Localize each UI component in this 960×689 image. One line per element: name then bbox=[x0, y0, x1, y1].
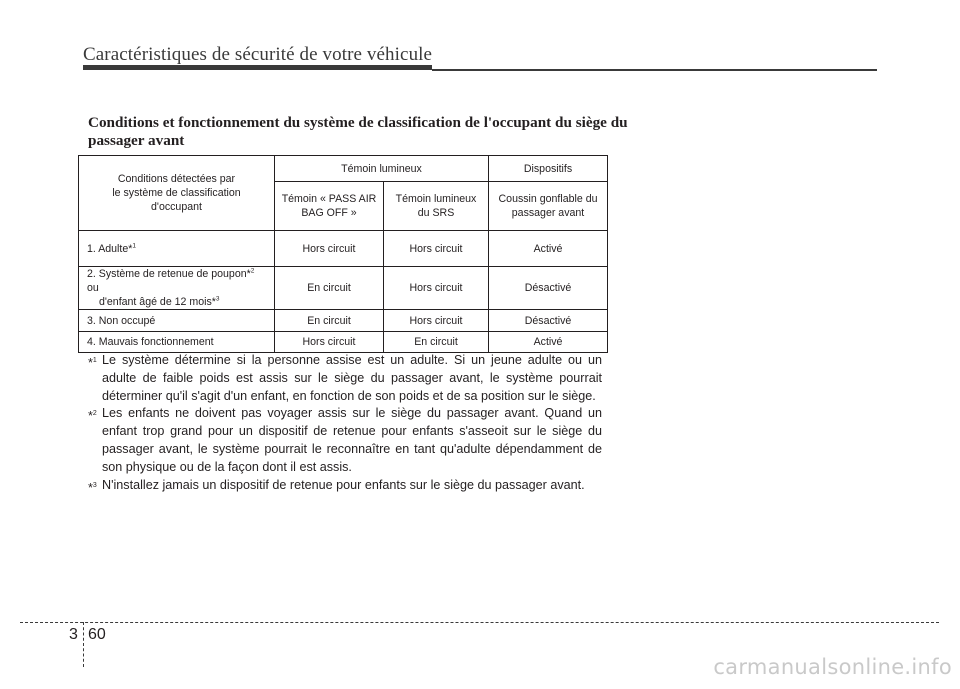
footnote-mark bbox=[88, 405, 102, 426]
section-title: Conditions et fonctionnement du système de classification de l'occupant du siège du passager avant bbox=[88, 114, 628, 149]
footnote-number: 3 bbox=[92, 481, 97, 489]
page-number: 60 bbox=[88, 626, 106, 643]
header-conditions-line: Conditions détectées par bbox=[117, 173, 236, 185]
header-pass-air-bag bbox=[275, 182, 384, 231]
row-condition-text-tail: ou bbox=[87, 282, 99, 294]
footnote bbox=[88, 405, 602, 476]
row-condition-text: 1. Adulte* bbox=[87, 242, 133, 255]
header-indicator-group: Témoin lumineux bbox=[275, 156, 489, 182]
footnote-ref: 1 bbox=[132, 241, 136, 249]
table-row bbox=[79, 267, 608, 310]
footnote bbox=[88, 477, 602, 498]
header-conditions-line: d'occupant bbox=[151, 201, 202, 213]
header-airbag bbox=[489, 182, 608, 231]
header-srs-line: Témoin lumineux bbox=[395, 193, 477, 205]
header-devices-group: Dispositifs bbox=[489, 156, 608, 182]
footnote-asterisk: * bbox=[88, 480, 93, 495]
footnote-text: Les enfants ne doivent pas voyager assis sur le siège du passager avant. Quand un enfant trop grand pour un dispositif de retenue pour enfants s'asseoit sur le siège du passager avant, le système pourrait le reconnaître en tant qu'adulte dépendamment de son physique ou de la façon dont il est assis. bbox=[102, 406, 602, 474]
row-srs-status: Hors circuit bbox=[384, 231, 489, 267]
footnotes bbox=[88, 352, 602, 498]
footnote-mark bbox=[88, 352, 102, 373]
header-conditions bbox=[79, 156, 275, 231]
footnote-ref: 3 bbox=[215, 295, 220, 303]
page-header-title: Caractéristiques de sécurité de votre véhicule bbox=[83, 44, 433, 65]
footnote-text: N'installez jamais un dispositif de retenue pour enfants sur le siège du passager avant. bbox=[102, 477, 585, 492]
header-airbag-line: Coussin gonflable du bbox=[498, 193, 598, 205]
header-srs-line: du SRS bbox=[417, 207, 455, 219]
row-condition: 3. Non occupé bbox=[79, 310, 275, 332]
header-rule-thin bbox=[432, 69, 877, 71]
row-condition bbox=[79, 231, 275, 267]
footer-dashed-divider bbox=[83, 622, 84, 667]
row-airbag-status: Désactivé bbox=[489, 310, 608, 332]
header-pass-air-line: BAG OFF » bbox=[301, 207, 357, 219]
row-airbag-status: Activé bbox=[489, 231, 608, 267]
row-condition-text: 2. Système de retenue de poupon* bbox=[87, 268, 251, 280]
row-srs-status: Hors circuit bbox=[384, 267, 489, 310]
row-pass-air-status: Hors circuit bbox=[275, 231, 384, 267]
footnote-text: Le système détermine si la personne assise est un adulte. Si un jeune adulte ou un adulte de faible poids est assis sur le siège du passager avant, le système pourrait déterminer qu'il s'agit d'un enfant, en fonction de son poids et de sa position sur le siège. bbox=[102, 353, 602, 403]
row-pass-air-status: En circuit bbox=[275, 310, 384, 332]
row-condition-text: d'enfant âgé de 12 mois* bbox=[99, 296, 216, 308]
footnote-asterisk: * bbox=[88, 356, 93, 371]
table-header-row bbox=[79, 156, 608, 182]
table-row bbox=[79, 231, 608, 267]
footnote bbox=[88, 352, 602, 405]
chapter-number: 3 bbox=[69, 626, 78, 643]
header-airbag-line: passager avant bbox=[511, 207, 585, 219]
footnote-ref: 2 bbox=[250, 267, 255, 275]
table-row bbox=[79, 332, 608, 353]
header-rule-thick bbox=[83, 65, 432, 70]
footnote-asterisk: * bbox=[88, 409, 93, 424]
watermark-text: carmanualsonline.info bbox=[713, 655, 952, 679]
row-srs-status: Hors circuit bbox=[384, 310, 489, 332]
row-condition bbox=[79, 267, 275, 310]
footer-dashed-rule bbox=[20, 622, 939, 623]
row-pass-air-status: Hors circuit bbox=[275, 332, 384, 353]
row-airbag-status: Désactivé bbox=[489, 267, 608, 310]
table-row bbox=[79, 310, 608, 332]
row-srs-status: En circuit bbox=[384, 332, 489, 353]
row-airbag-status: Activé bbox=[489, 332, 608, 353]
header-pass-air-line: Témoin « PASS AIR bbox=[281, 193, 377, 205]
header-conditions-line: le système de classification bbox=[112, 187, 241, 199]
row-condition: 4. Mauvais fonctionnement bbox=[79, 332, 275, 353]
occupant-classification-table bbox=[78, 155, 608, 353]
header-srs bbox=[384, 182, 489, 231]
footnote-number: 1 bbox=[92, 357, 97, 364]
row-pass-air-status: En circuit bbox=[275, 267, 384, 310]
footnote-mark bbox=[88, 477, 102, 498]
footnote-number: 2 bbox=[92, 410, 97, 418]
